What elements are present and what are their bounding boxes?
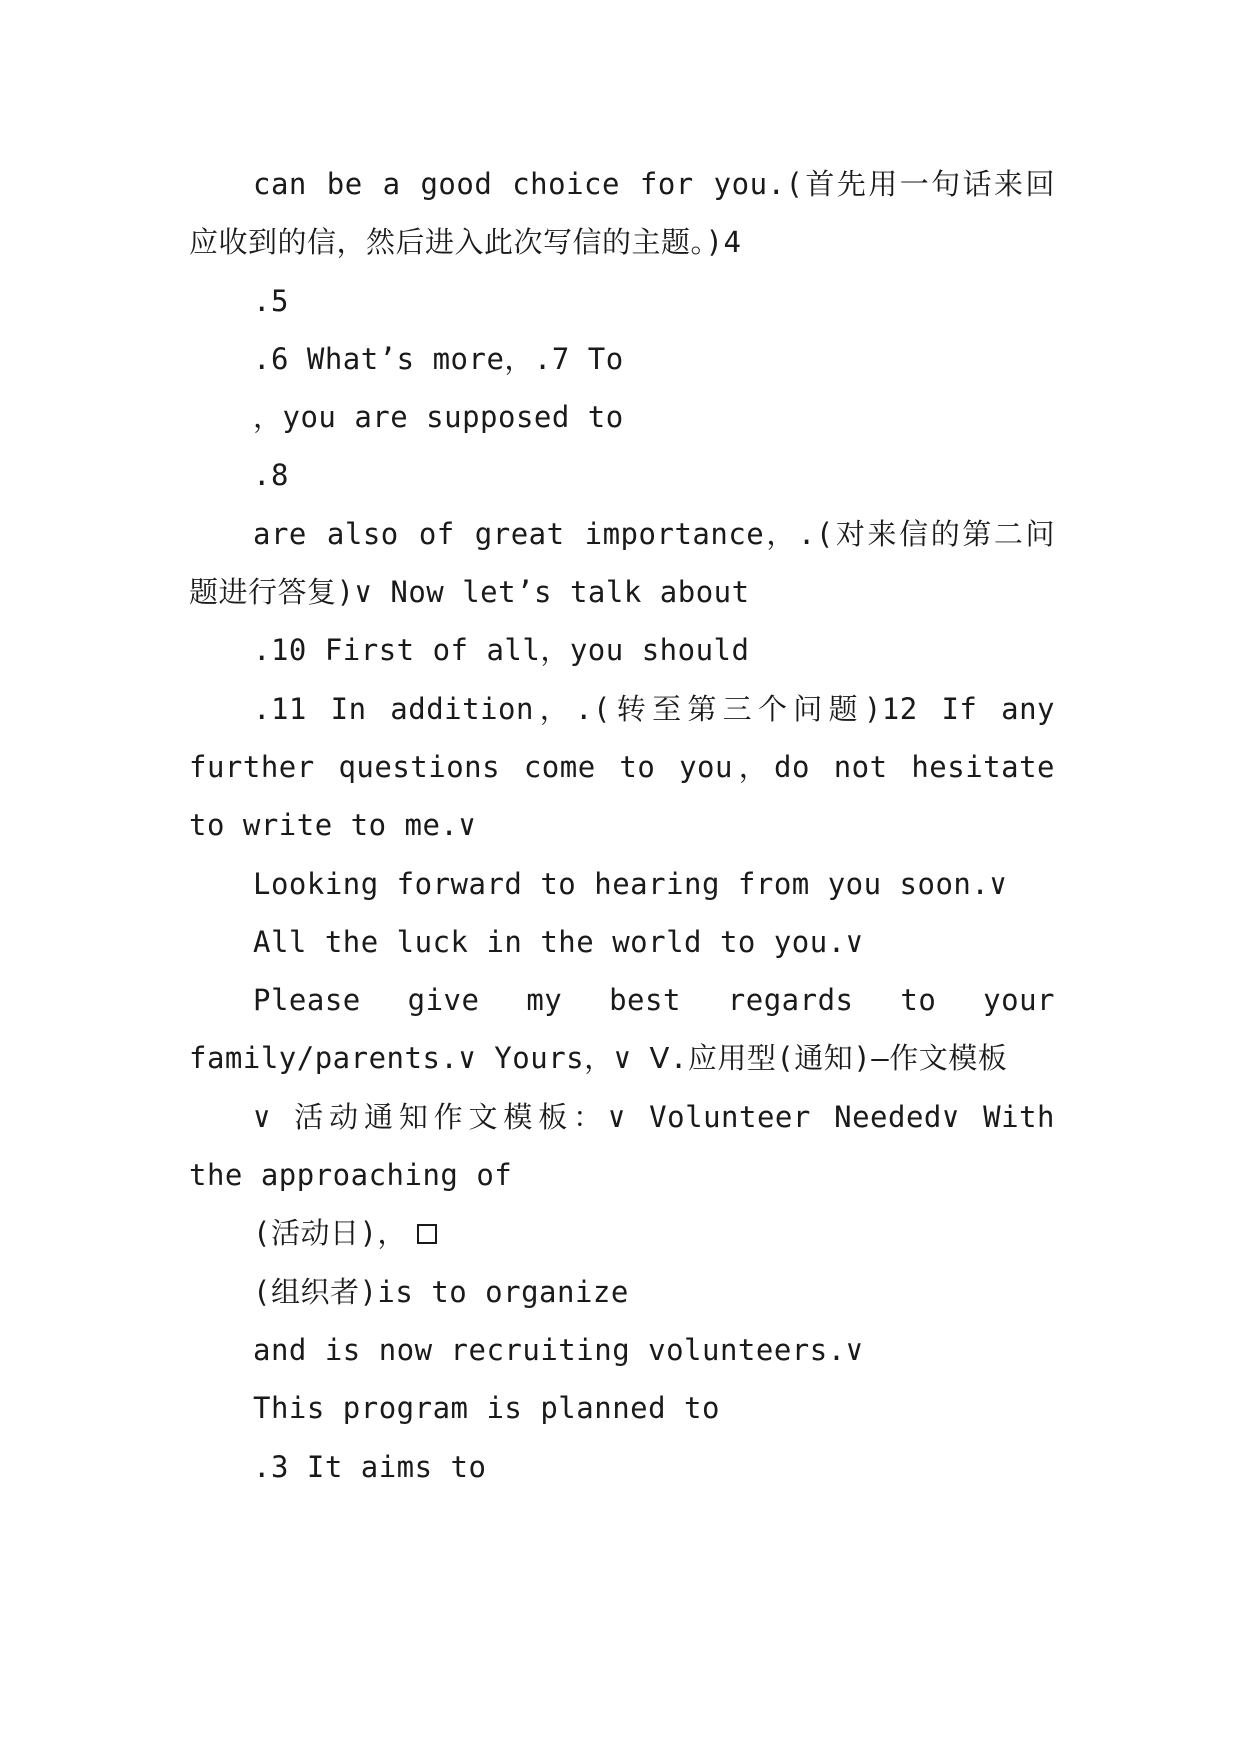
checkbox-square-icon	[417, 1224, 437, 1244]
paragraph: are also of great importance，.(对来信的第二问题进行答复)∨ Now let’s talk about	[189, 516, 1055, 610]
paragraph: ，you are supposed to	[253, 400, 624, 435]
paragraph: and is now recruiting volunteers.∨	[253, 1332, 864, 1367]
paragraph: Looking forward to hearing from you soon.∨	[253, 866, 1008, 901]
paragraph: All the luck in the world to you.∨	[253, 924, 864, 959]
paragraph: ∨ 活动通知作文模板：∨ Volunteer Needed∨ With the approaching of	[189, 1099, 1055, 1193]
document-body	[189, 155, 1055, 1496]
paragraph: .6 What’s more，.7 To	[253, 341, 624, 376]
paragraph: This program is planned to	[253, 1391, 720, 1426]
paragraph: .3 It aims to	[253, 1449, 487, 1484]
paragraph-text: (活动日)，	[253, 1216, 407, 1251]
paragraph: .8	[253, 458, 289, 493]
paragraph: Please give my best regards to your family/parents.∨ Yours，∨ Ⅴ.应用型(通知)—作文模板	[189, 983, 1055, 1076]
paragraph: (组织者)is to organize	[253, 1274, 629, 1309]
paragraph: can be a good choice for you.(首先用一句话来回应收到的信，然后进入此次写信的主题。)4	[189, 167, 1055, 260]
paragraph: .11 In addition，.(转至第三个问题)12 If any further questions come to you，do not hesitate to write to me.∨	[189, 691, 1055, 843]
paragraph	[189, 1204, 1055, 1262]
paragraph: .10 First of all，you should	[253, 633, 750, 668]
paragraph: .5	[253, 283, 289, 318]
